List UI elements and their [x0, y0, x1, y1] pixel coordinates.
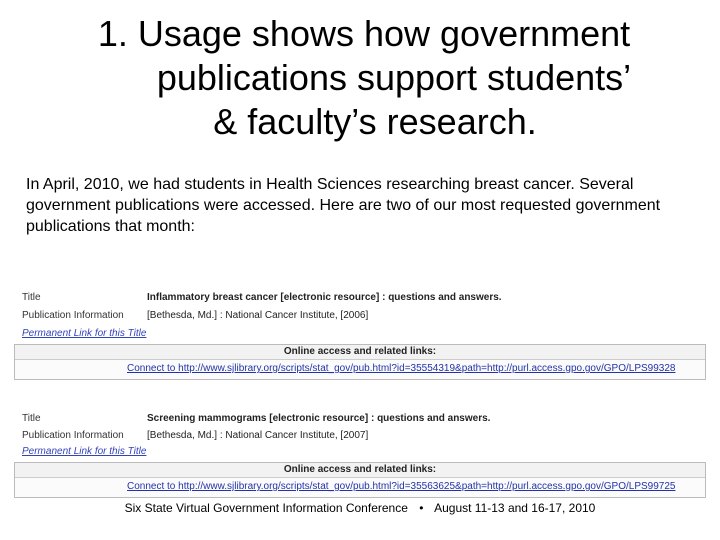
- publication-value: [Bethesda, Md.] : National Cancer Institute, [2006]: [147, 310, 369, 321]
- title-label: Title: [22, 413, 41, 424]
- online-access-header: Online access and related links:: [15, 463, 705, 478]
- publication-value: [Bethesda, Md.] : National Cancer Institute, [2007]: [147, 430, 369, 441]
- permanent-link[interactable]: Permanent Link for this Title: [22, 328, 147, 339]
- title-label: Title: [22, 292, 41, 303]
- online-access-header: Online access and related links:: [15, 345, 705, 360]
- slide-title: [0, 12, 720, 144]
- title-line-3: & faculty’s research.: [213, 101, 537, 142]
- title-line-2: publications support students’: [156, 57, 632, 98]
- publication-label: Publication Information: [22, 310, 124, 321]
- online-access-box: [14, 344, 706, 380]
- catalog-record-1: [14, 292, 704, 380]
- online-access-box: [14, 462, 706, 498]
- slide-footer: [0, 501, 720, 515]
- publication-label: Publication Information: [22, 430, 124, 441]
- online-access-link[interactable]: Connect to http://www.sjlibrary.org/scripts/stat_gov/pub.html?id=35554319&path=http://purl.access.gpo.gov/GPO/LPS99328: [127, 363, 676, 374]
- footer-dates: August 11-13 and 16-17, 2010: [434, 501, 596, 515]
- title-value: Inflammatory breast cancer [electronic resource] : questions and answers.: [147, 292, 502, 303]
- footer-separator: •: [419, 501, 424, 515]
- footer-conference: Six State Virtual Government Information Conference: [124, 501, 408, 515]
- title-line-1: 1. Usage shows how government: [97, 13, 631, 54]
- catalog-record-2: [14, 413, 704, 497]
- permanent-link[interactable]: Permanent Link for this Title: [22, 446, 147, 457]
- online-access-link[interactable]: Connect to http://www.sjlibrary.org/scripts/stat_gov/pub.html?id=35563625&path=http://purl.access.gpo.gov/GPO/LPS99725: [127, 481, 676, 492]
- intro-paragraph: In April, 2010, we had students in Health Sciences researching breast cancer. Several government publications were accessed. Here are two of our most requested government publications that month:: [26, 176, 661, 235]
- title-value: Screening mammograms [electronic resource] : questions and answers.: [147, 413, 491, 424]
